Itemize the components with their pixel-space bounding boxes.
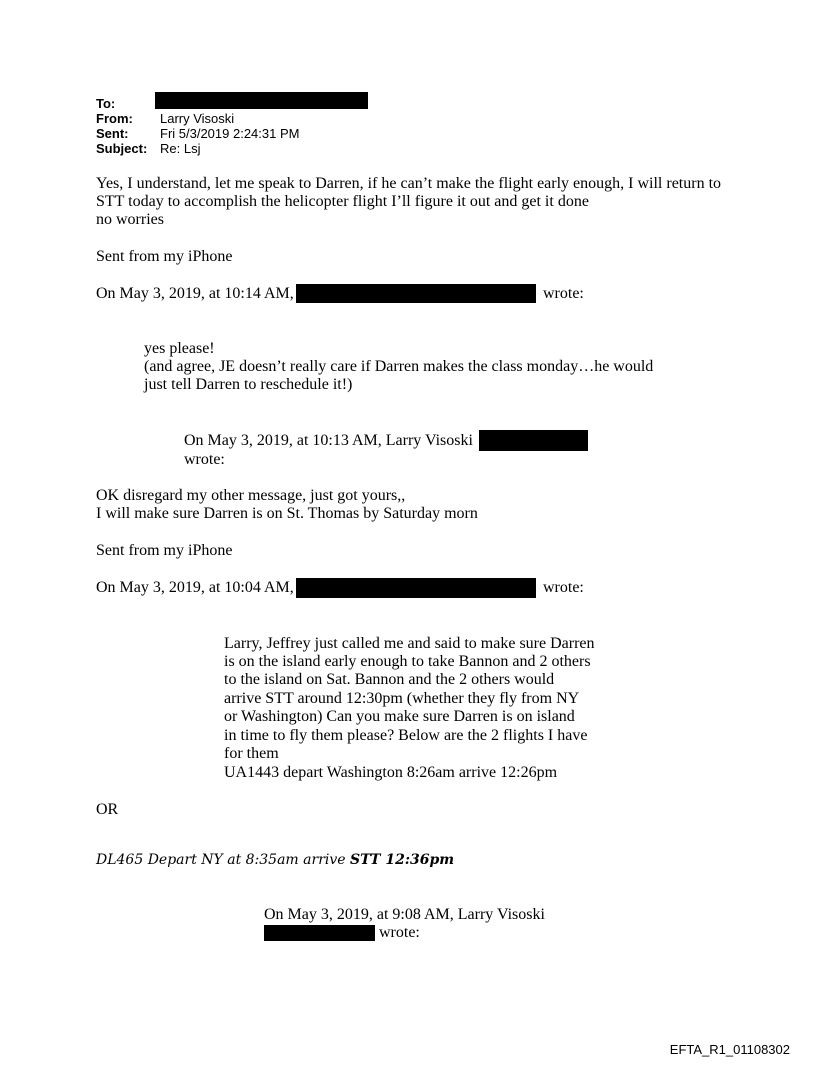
- quote-1-line-2: (and agree, JE doesn’t really care if Darren makes the class monday…he would: [144, 358, 654, 375]
- quote-3-intro: On May 3, 2019, at 10:04 AM,: [96, 579, 294, 596]
- reply-1-line-2: STT today to accomplish the helicopter flight I’ll figure it out and get it done: [96, 193, 589, 210]
- flight-2-destination: STT 12:36pm: [350, 852, 455, 868]
- sent-label: Sent:: [96, 126, 129, 141]
- to-label: To:: [96, 96, 116, 111]
- quote-3-line: for them: [224, 745, 279, 762]
- quote-3-line: in time to fly them please? Below are the 2 flights I have: [224, 727, 588, 744]
- quote-1-wrote: wrote:: [543, 285, 584, 302]
- reply-1-line-3: no worries: [96, 211, 164, 228]
- quote-3-line: to the island on Sat. Bannon and the 2 others would: [224, 671, 555, 688]
- reply-2-line-2: I will make sure Darren is on St. Thomas by Saturday morn: [96, 505, 478, 522]
- quote-1-line-1: yes please!: [144, 340, 215, 357]
- redacted-sender-1: [296, 284, 536, 303]
- quote-3-line: arrive STT around 12:30pm (whether they fly from NY: [224, 690, 580, 707]
- quote-1-intro: On May 3, 2019, at 10:14 AM,: [96, 285, 294, 302]
- email-header: [96, 95, 396, 157]
- quote-3-line: Larry, Jeffrey just called me and said to make sure Darren: [224, 635, 595, 652]
- sent-value: Fri 5/3/2019 2:24:31 PM: [160, 126, 300, 141]
- quote-1-line-3: just tell Darren to reschedule it!): [144, 376, 353, 393]
- reply-2-signature: Sent from my iPhone: [96, 542, 233, 559]
- document-id: EFTA_R1_01108302: [669, 1042, 790, 1057]
- quote-3-wrote: wrote:: [543, 579, 584, 596]
- redacted-email-1: [479, 430, 588, 451]
- from-value: Larry Visoski: [160, 111, 235, 126]
- quote-4-wrote: wrote:: [379, 924, 420, 941]
- subject-value: Re: Lsj: [160, 141, 201, 156]
- or-separator: OR: [96, 801, 119, 818]
- reply-2-line-1: OK disregard my other message, just got yours,,: [96, 487, 406, 504]
- subject-label: Subject:: [96, 141, 148, 156]
- flight-2: [96, 852, 454, 868]
- quote-4-intro: On May 3, 2019, at 9:08 AM, Larry Visoski: [264, 906, 545, 923]
- flight-1: UA1443 depart Washington 8:26am arrive 12:26pm: [224, 764, 558, 781]
- from-label: From:: [96, 111, 133, 126]
- redacted-email-2: [264, 925, 375, 941]
- reply-1-line-1: Yes, I understand, let me speak to Darren, if he can’t make the flight early enough, I will return to: [96, 175, 722, 192]
- quote-2-intro: On May 3, 2019, at 10:13 AM, Larry Visoski: [184, 432, 473, 449]
- redacted-recipient: [155, 92, 368, 109]
- quote-2-wrote: wrote:: [184, 451, 225, 468]
- quote-3-line: is on the island early enough to take Bannon and 2 others: [224, 653, 591, 670]
- flight-2-text: DL465 Depart NY at 8:35am arrive: [96, 852, 351, 868]
- reply-1-signature: Sent from my iPhone: [96, 248, 233, 265]
- quote-3-line: or Washington) Can you make sure Darren is on island: [224, 708, 575, 725]
- redacted-sender-2: [296, 578, 536, 598]
